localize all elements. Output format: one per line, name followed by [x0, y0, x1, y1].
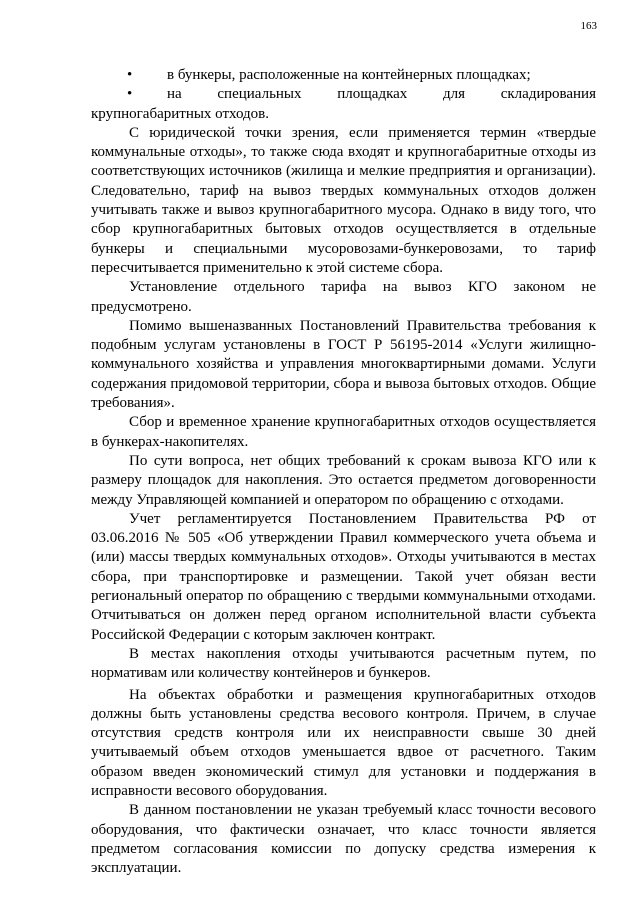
bullet-word: для — [443, 86, 466, 103]
paragraph: На объектах обработки и размещения крупногабаритных отходов должны быть установлены средства весового контроля. Причем, в случае отсутствия средств контроля или их неисправности свыше 30 дней учитываемый объем отходов уменьшается вдвое от расчетного. Таким образом введен экономический стимул для установки и поддержания в исправности весового оборудования. — [91, 686, 596, 799]
bullet-icon: • — [127, 67, 133, 83]
bullet-word: площадках — [337, 86, 408, 103]
page-number: 163 — [580, 20, 597, 32]
bullet-word: специальных — [217, 86, 302, 103]
paragraph: Установление отдельного тарифа на вывоз КГО законом не предусмотрено. — [91, 279, 596, 315]
bullet-word: на — [167, 86, 182, 103]
bullet-icon: • — [127, 86, 133, 103]
paragraph: В местах накопления отходы учитываются расчетным путем, по нормативам или количеству контейнеров и бункеров. — [91, 645, 596, 682]
bullet-text: в бункеры, расположенные на контейнерных площадках; — [167, 67, 531, 83]
bullet-word: складирования — [500, 86, 596, 103]
paragraph: Помимо вышеназванных Постановлений Правительства требования к подобным услугам установлены в ГОСТ Р 56195-2014 «Услуги жилищно-коммунального хозяйства и управления многоквартирными домами. Услуги содержания придомовой территории, сбора и вывоза бытовых отходов. Общие требования». — [91, 317, 596, 412]
bullet-text — [167, 85, 596, 104]
bullet-item — [91, 66, 596, 85]
paragraph: Учет регламентируется Постановлением Правительства РФ от 03.06.2016 № 505 «Об утверждении Правил коммерческого учета объема и (или) массы твердых коммунальных отходов». Отходы учитываются в местах сбора, при транспортировке и размещении. Такой учет обязан вести региональный оператор по обращению с твердыми коммунальными отходами. Отчитываться он должен перед органом исполнительной власти субъекта Российской Федерации с которым заключен контракт. — [91, 510, 596, 643]
paragraph: По сути вопроса, нет общих требований к срокам вывоза КГО или к размеру площадок для накопления. Это остается предметом договоренности между Управляющей компанией и оператором по обращению с отходами. — [91, 452, 596, 508]
paragraph: В данном постановлении не указан требуемый класс точности весового оборудования, что фактически означает, что класс точности является предметом согласования комиссии по допуску средства измерения к эксплуатации. — [91, 802, 596, 877]
paragraph: С юридической точки зрения, если применяется термин «твердые коммунальные отходы», то также сюда входят и крупногабаритные отходы из соответствующих источников (жилища и мелкие предприятия и организации). Следовательно, тариф на вывоз твердых коммунальных отходов должен учитывать также и вывоз крупногабаритного мусора. Однако в виду того, что сбор крупногабаритных бытовых отходов осуществляется в отдельные бункеры и специальными мусоровозами-бункеровозами, то тариф пересчитывается применительно к этой системе сбора. — [91, 124, 596, 276]
paragraph: Сбор и временное хранение крупногабаритных отходов осуществляется в бункерах-накопителях. — [91, 414, 596, 450]
bullet-item — [91, 85, 596, 104]
document-body — [91, 66, 596, 878]
bullet-continuation: крупногабаритных отходов. — [91, 105, 270, 122]
